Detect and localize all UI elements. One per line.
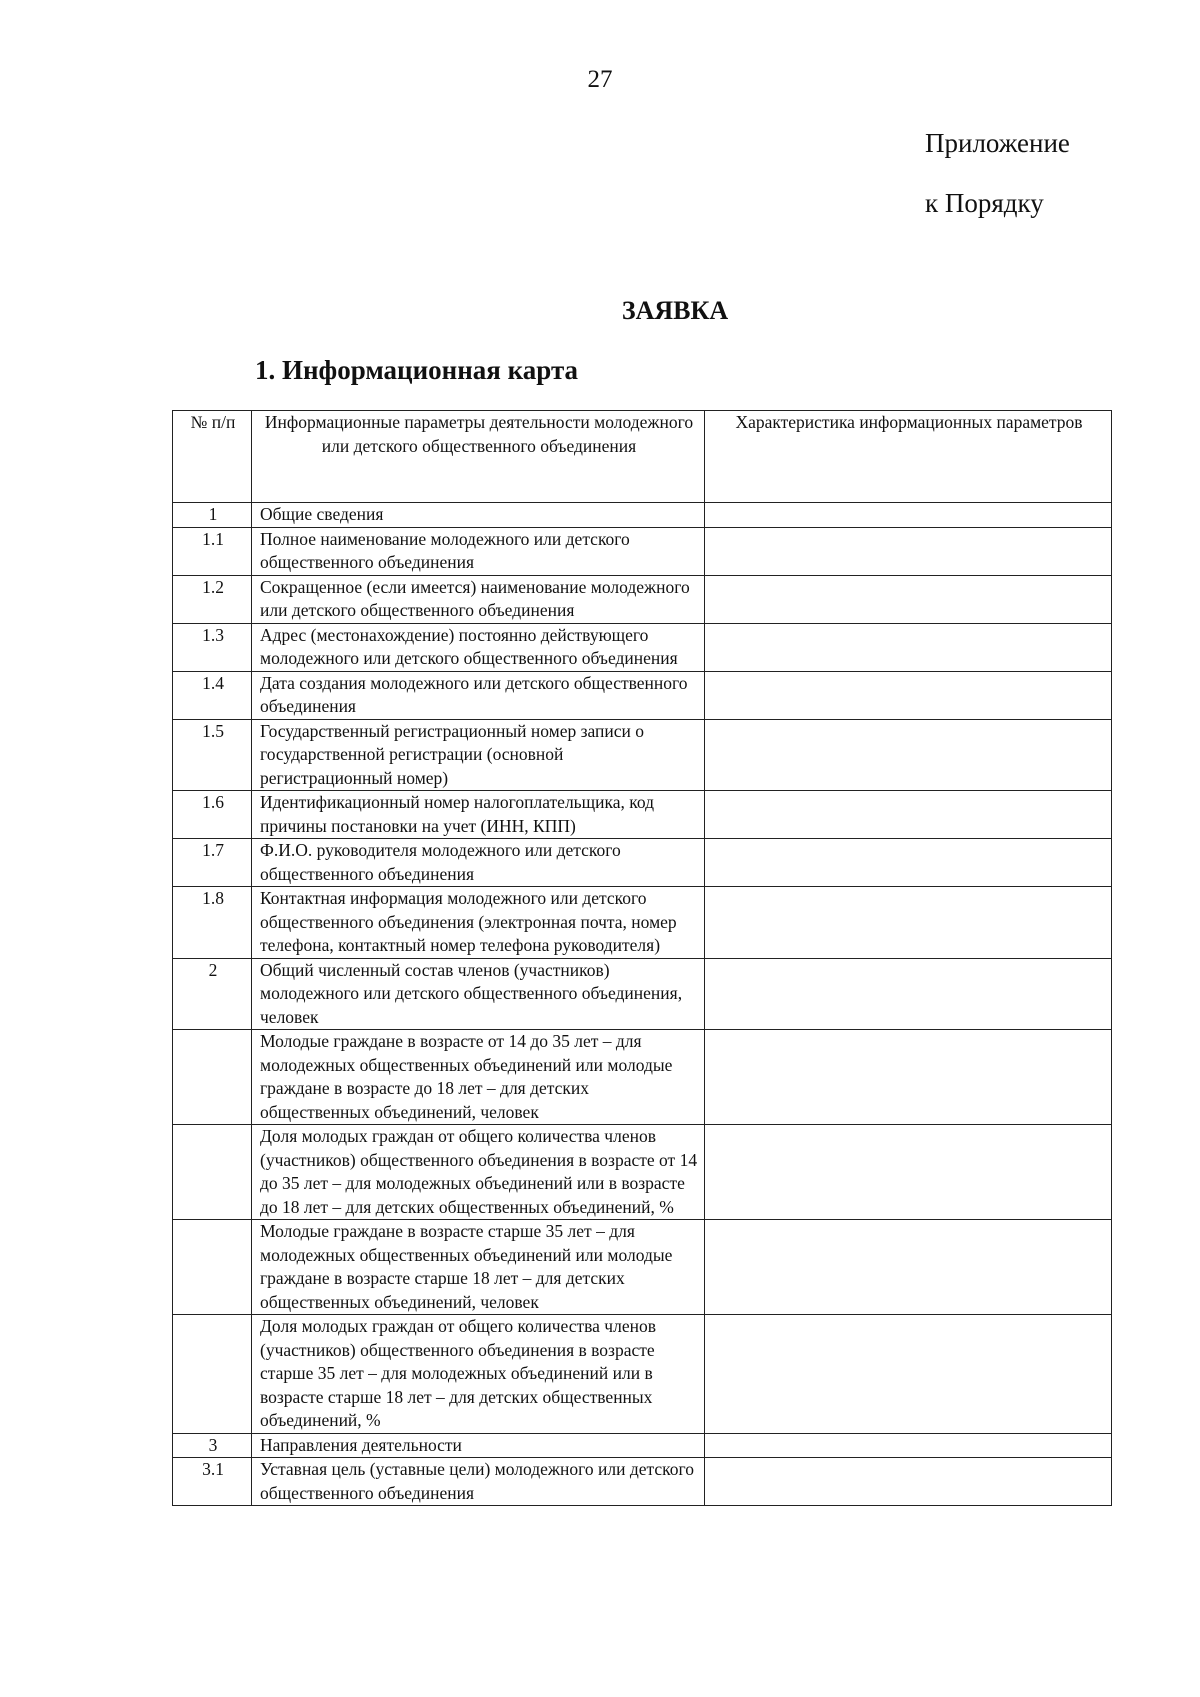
- row-parameter: Направления деятельности: [252, 1433, 705, 1458]
- section-title: 1. Информационная карта: [255, 355, 579, 385]
- row-parameter: Идентификационный номер налогоплательщика, код причины постановки на учет (ИНН, КПП): [252, 791, 705, 839]
- table-row: [173, 575, 1112, 623]
- table-header-row: [173, 411, 1112, 503]
- table-row: [173, 1458, 1112, 1506]
- row-number: 1.5: [173, 719, 252, 791]
- appendix-label: Приложение: [925, 128, 1070, 158]
- row-parameter: Общие сведения: [252, 503, 705, 528]
- row-number: 1.7: [173, 839, 252, 887]
- row-value-cell[interactable]: [705, 887, 1112, 959]
- row-parameter: Молодые граждане в возрасте от 14 до 35 лет – для молодежных общественных объединений или молодые граждане в возрасте до 18 лет – для детских общественных объединений, человек: [252, 1030, 705, 1125]
- row-value-cell[interactable]: [705, 575, 1112, 623]
- page-number: 27: [587, 66, 613, 93]
- table-row: [173, 1315, 1112, 1434]
- row-value-cell[interactable]: [705, 791, 1112, 839]
- row-value-cell[interactable]: [705, 1315, 1112, 1434]
- row-value-cell[interactable]: [705, 958, 1112, 1030]
- row-parameter: Уставная цель (уставные цели) молодежного или детского общественного объединения: [252, 1458, 705, 1506]
- row-parameter: Доля молодых граждан от общего количества членов (участников) общественного объединения в возрасте старше 35 лет – для молодежных объединений или в возрасте старше 18 лет – для детских общественных объединений, %: [252, 1315, 705, 1434]
- row-parameter: Доля молодых граждан от общего количества членов (участников) общественного объединения в возрасте от 14 до 35 лет – для молодежных объединений или в возрасте до 18 лет – для детских общественных объединений, %: [252, 1125, 705, 1220]
- table-row: [173, 719, 1112, 791]
- table-row: [173, 887, 1112, 959]
- row-value-cell[interactable]: [705, 623, 1112, 671]
- table-row: [173, 1220, 1112, 1315]
- row-number: 1: [173, 503, 252, 528]
- row-value-cell[interactable]: [705, 1125, 1112, 1220]
- row-parameter: Дата создания молодежного или детского общественного объединения: [252, 671, 705, 719]
- row-number: [173, 1315, 252, 1434]
- row-number: [173, 1030, 252, 1125]
- row-number: 1.6: [173, 791, 252, 839]
- row-number: 1.8: [173, 887, 252, 959]
- table-row: [173, 671, 1112, 719]
- row-parameter: Адрес (местонахождение) постоянно действующего молодежного или детского общественного объединения: [252, 623, 705, 671]
- document-title: ЗАЯВКА: [621, 296, 729, 325]
- row-number: [173, 1125, 252, 1220]
- table-row: [173, 1030, 1112, 1125]
- row-value-cell[interactable]: [705, 671, 1112, 719]
- row-parameter: Контактная информация молодежного или детского общественного объединения (электронная почта, номер телефона, контактный номер телефона руководителя): [252, 887, 705, 959]
- table-row: [173, 1125, 1112, 1220]
- table-row: [173, 839, 1112, 887]
- table-row: [173, 1433, 1112, 1458]
- row-value-cell[interactable]: [705, 719, 1112, 791]
- row-parameter: Государственный регистрационный номер записи о государственной регистрации (основной регистрационный номер): [252, 719, 705, 791]
- row-parameter: Общий численный состав членов (участников) молодежного или детского общественного объединения, человек: [252, 958, 705, 1030]
- row-number: 3: [173, 1433, 252, 1458]
- row-number: 1.2: [173, 575, 252, 623]
- row-number: 1.4: [173, 671, 252, 719]
- row-value-cell[interactable]: [705, 1458, 1112, 1506]
- row-number: 3.1: [173, 1458, 252, 1506]
- table-row: [173, 623, 1112, 671]
- row-value-cell[interactable]: [705, 1433, 1112, 1458]
- table-row: [173, 503, 1112, 528]
- header-value: Характеристика информационных параметров: [705, 411, 1112, 503]
- appendix-reference: к Порядку: [925, 188, 1044, 218]
- row-value-cell[interactable]: [705, 839, 1112, 887]
- information-card-table: [172, 410, 1112, 1506]
- header-parameter: Информационные параметры деятельности молодежного или детского общественного объединения: [252, 411, 705, 503]
- row-parameter: Ф.И.О. руководителя молодежного или детского общественного объединения: [252, 839, 705, 887]
- row-parameter: Молодые граждане в возрасте старше 35 лет – для молодежных общественных объединений или молодые граждане в возрасте старше 18 лет – для детских общественных объединений, человек: [252, 1220, 705, 1315]
- row-parameter: Полное наименование молодежного или детского общественного объединения: [252, 527, 705, 575]
- row-number: 2: [173, 958, 252, 1030]
- table-row: [173, 791, 1112, 839]
- row-parameter: Сокращенное (если имеется) наименование молодежного или детского общественного объединения: [252, 575, 705, 623]
- header-number: № п/п: [173, 411, 252, 503]
- row-value-cell[interactable]: [705, 1030, 1112, 1125]
- row-value-cell[interactable]: [705, 503, 1112, 528]
- row-number: 1.3: [173, 623, 252, 671]
- row-number: [173, 1220, 252, 1315]
- row-number: 1.1: [173, 527, 252, 575]
- table-row: [173, 527, 1112, 575]
- row-value-cell[interactable]: [705, 1220, 1112, 1315]
- row-value-cell[interactable]: [705, 527, 1112, 575]
- table-row: [173, 958, 1112, 1030]
